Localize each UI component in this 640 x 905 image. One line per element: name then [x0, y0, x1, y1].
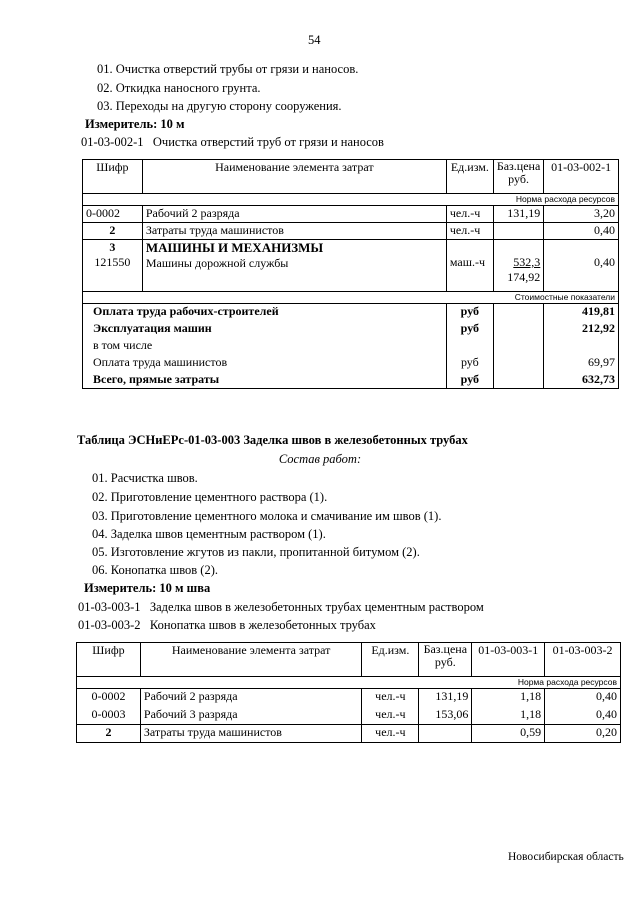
work-step: 01. Расчистка швов. — [92, 471, 198, 485]
row-name: Рабочий 2 разряда — [140, 689, 361, 707]
row-name: Рабочий 3 разряда — [140, 707, 361, 725]
norm-label: Норма расхода ресурсов — [77, 677, 621, 689]
row-group-name: МАШИНЫ И МЕХАНИЗМЫ — [145, 240, 324, 255]
row-name — [142, 240, 446, 292]
header-code: Шифр — [77, 643, 141, 677]
table-row — [77, 689, 621, 707]
norm-label-row — [83, 194, 619, 206]
table-row — [77, 725, 621, 743]
table-row — [83, 206, 619, 223]
row-code: 2 — [77, 725, 141, 743]
work-step: 03. Приготовление цементного молока и смачивание им швов (1). — [92, 509, 442, 523]
row-code: 0-0002 — [83, 206, 143, 223]
row-price-2: 174,92 — [507, 270, 541, 284]
code-line — [78, 618, 376, 634]
row-price — [419, 725, 472, 743]
cost-unit — [446, 338, 493, 355]
header-name: Наименование элемента затрат — [142, 160, 446, 194]
row-code: 0-0002 — [77, 689, 141, 707]
row-price: 153,06 — [419, 707, 472, 725]
row-unit: чел.-ч — [362, 725, 419, 743]
row-code: 2 — [83, 223, 143, 240]
work-step: 01. Очистка отверстий трубы от грязи и наносов. — [97, 62, 359, 76]
table-row — [77, 707, 621, 725]
work-step: 02. Приготовление цементного раствора (1). — [92, 490, 328, 504]
header-code: Шифр — [83, 160, 143, 194]
table-row — [83, 240, 619, 292]
cost-row — [83, 338, 619, 355]
header-unit: Ед.изм. — [362, 643, 419, 677]
page-number: 54 — [308, 33, 321, 47]
footer-region: Новосибирская область — [508, 851, 624, 863]
cost-value: 212,92 — [544, 321, 619, 338]
composition-label: Состав работ: — [278, 452, 362, 466]
table-title: Таблица ЭСНиЕРс-01-03-003 Заделка швов в железобетонных трубах — [77, 433, 468, 447]
norm-label: Норма расхода ресурсов — [83, 194, 619, 206]
row-group-code: 3 — [109, 240, 116, 254]
cost-value: 69,97 — [544, 355, 619, 372]
cost-value — [544, 338, 619, 355]
cost-label-row — [83, 292, 619, 304]
code-line — [81, 135, 384, 151]
cost-unit: руб — [446, 355, 493, 372]
cost-name: Оплата труда машинистов — [83, 355, 447, 372]
header-price: Баз.цена руб. — [419, 643, 472, 677]
header-col1: 01-03-003-1 — [472, 643, 545, 677]
work-step: 02. Откидка наносного грунта. — [97, 81, 261, 95]
row-value-1: 1,18 — [472, 707, 545, 725]
row-code: 0-0003 — [77, 707, 141, 725]
row-unit: чел.-ч — [446, 223, 493, 240]
table-row — [83, 223, 619, 240]
code-line-code: 01-03-003-1 — [78, 600, 141, 614]
row-name: Затраты труда машинистов — [142, 223, 446, 240]
cost-unit: руб — [446, 304, 493, 321]
row-value — [544, 240, 619, 292]
cost-unit: руб — [446, 321, 493, 338]
row-value-1: 0,59 — [472, 725, 545, 743]
header-name: Наименование элемента затрат — [140, 643, 361, 677]
row-value: 3,20 — [544, 206, 619, 223]
row-price: 131,19 — [419, 689, 472, 707]
row-code — [83, 240, 143, 292]
cost-unit: руб — [446, 372, 493, 389]
cost-name: в том числе — [83, 338, 447, 355]
work-step: 03. Переходы на другую сторону сооружения. — [97, 99, 342, 113]
table-header-row — [83, 160, 619, 194]
meter-label: Измеритель: 10 м шва — [84, 581, 211, 595]
cost-value: 419,81 — [544, 304, 619, 321]
row-value-2: 0,40 — [545, 689, 621, 707]
cost-row — [83, 304, 619, 321]
cost-row — [83, 372, 619, 389]
header-col1: 01-03-002-1 — [544, 160, 619, 194]
cost-row — [83, 355, 619, 372]
row-unit: чел.-ч — [362, 689, 419, 707]
row-unit — [446, 240, 493, 292]
row-value-2: 0,40 — [545, 707, 621, 725]
code-line-code: 01-03-003-2 — [78, 618, 141, 632]
work-step: 06. Конопатка швов (2). — [92, 563, 219, 577]
header-col2: 01-03-003-2 — [545, 643, 621, 677]
row-price — [493, 223, 543, 240]
cost-name: Эксплуатация машин — [83, 321, 447, 338]
row-price: 131,19 — [493, 206, 543, 223]
header-unit: Ед.изм. — [446, 160, 493, 194]
code-line-title: Конопатка швов в железобетонных трубах — [149, 618, 376, 632]
cost-row — [83, 321, 619, 338]
row-value: 0,40 — [594, 255, 615, 269]
row-value: 0,40 — [544, 223, 619, 240]
resource-table-1 — [82, 159, 619, 389]
cost-name: Всего, прямые затраты — [83, 372, 447, 389]
row-unit: чел.-ч — [362, 707, 419, 725]
row-name: Затраты труда машинистов — [140, 725, 361, 743]
row-name: Машины дорожной службы — [145, 256, 289, 271]
work-step: 04. Заделка швов цементным раствором (1). — [92, 527, 326, 541]
row-price: 532,3 — [513, 255, 541, 269]
norm-label-row — [77, 677, 621, 689]
code-line-title: Очистка отверстий труб от грязи и наносов — [152, 135, 384, 149]
code-line — [78, 600, 484, 616]
row-value-2: 0,20 — [545, 725, 621, 743]
work-step: 05. Изготовление жгутов из пакли, пропитанной битумом (2). — [92, 545, 420, 559]
cost-name: Оплата труда рабочих-строителей — [83, 304, 447, 321]
cost-label: Стоимостные показатели — [83, 292, 619, 304]
row-unit: маш.-ч — [449, 255, 485, 269]
row-unit: чел.-ч — [446, 206, 493, 223]
table-header-row — [77, 643, 621, 677]
code-line-title: Заделка швов в железобетонных трубах цементным раствором — [149, 600, 484, 614]
row-value-1: 1,18 — [472, 689, 545, 707]
header-price: Баз.цена руб. — [493, 160, 543, 194]
row-price — [493, 240, 543, 292]
resource-table-2 — [76, 642, 621, 743]
row-code: 121550 — [94, 255, 131, 269]
code-line-code: 01-03-002-1 — [81, 135, 144, 149]
meter-label: Измеритель: 10 м — [85, 117, 185, 131]
cost-value: 632,73 — [544, 372, 619, 389]
row-name: Рабочий 2 разряда — [142, 206, 446, 223]
